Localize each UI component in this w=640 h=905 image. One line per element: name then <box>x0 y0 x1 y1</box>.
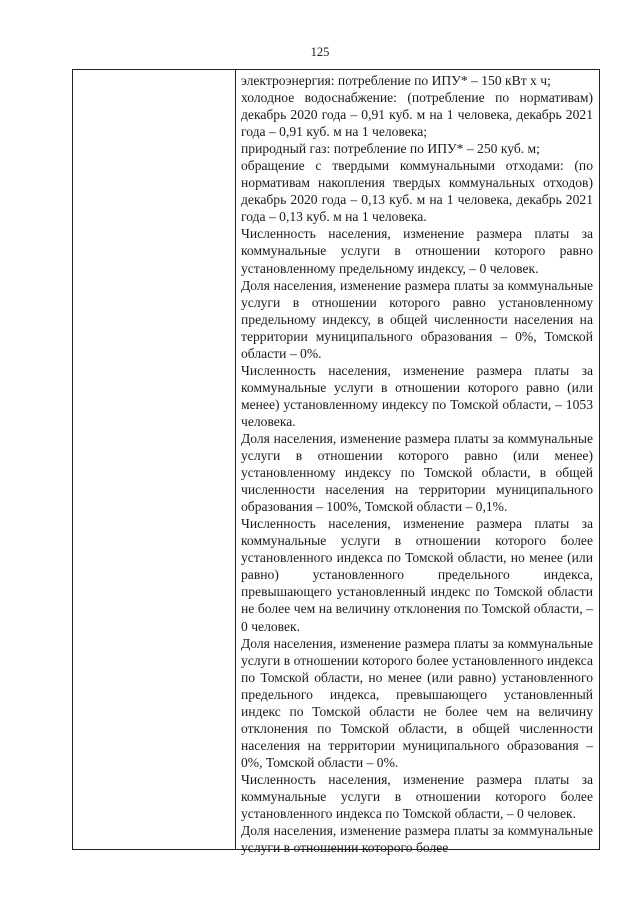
text-paragraph: Численность населения, изменение размера платы за коммунальные услуги в отношении которого более установленного индекса по Томской области, но менее (или равно) установленного предельного индекса, превышающего установленный индекс по Томской области не более чем на величину отклонения по Томской области, – 0 человек. <box>241 516 593 634</box>
column-divider <box>235 70 236 849</box>
text-paragraph: Доля населения, изменение размера платы за коммунальные услуги в отношении которого равно (или менее) установленному индексу по Томской области, в общей численности населения на территории муниципального образования – 100%, Томской области – 0,1%. <box>241 430 593 515</box>
page-number: 125 <box>310 45 330 59</box>
table-right-column <box>241 72 593 856</box>
text-paragraph: холодное водоснабжение: (потребление по нормативам) декабрь 2020 года – 0,91 куб. м на 1 человека, декабрь 2021 года – 0,91 куб. м на 1 человека; <box>241 90 593 140</box>
text-paragraph: Доля населения, изменение размера платы за коммунальные услуги в отношении которого равно установленному предельному индексу, в общей численности населения на территории муниципального образования – 0%, Томской области – 0%. <box>241 277 593 361</box>
text-paragraph: Численность населения, изменение размера платы за коммунальные услуги в отношении которого более установленного индекса по Томской области, – 0 человек. <box>241 771 593 822</box>
document-table <box>72 69 600 856</box>
text-paragraph: Численность населения, изменение размера платы за коммунальные услуги в отношении которого равно (или менее) установленному индексу по Томской области, – 1053 человека. <box>241 362 593 429</box>
text-paragraph: электроэнергия: потребление по ИПУ* – 150 кВт х ч; <box>241 73 551 88</box>
table-left-column <box>73 70 235 849</box>
text-paragraph: Доля населения, изменение размера платы за коммунальные услуги в отношении которого более установленного индекса по Томской области, но менее (или равно) установленного предельного индекса, превышающего установленный индекс по Томской области не более чем на величину отклонения по Томской области, в общей численности населения на территории муниципального образования – 0%, Томской области – 0%. <box>241 635 593 770</box>
text-paragraph: обращение с твердыми коммунальными отходами: (по нормативам накопления твердых коммунальных отходов) декабрь 2020 года – 0,13 куб. м на 1 человека, декабрь 2021 года – 0,13 куб. м на 1 человека. <box>241 158 593 225</box>
text-paragraph: Численность населения, изменение размера платы за коммунальные услуги в отношении которого равно установленному предельному индексу, – 0 человек. <box>241 226 593 276</box>
text-paragraph: Доля населения, изменение размера платы за коммунальные услуги в отношении которого более <box>241 823 593 856</box>
text-paragraph: природный газ: потребление по ИПУ* – 250 куб. м; <box>241 141 540 157</box>
